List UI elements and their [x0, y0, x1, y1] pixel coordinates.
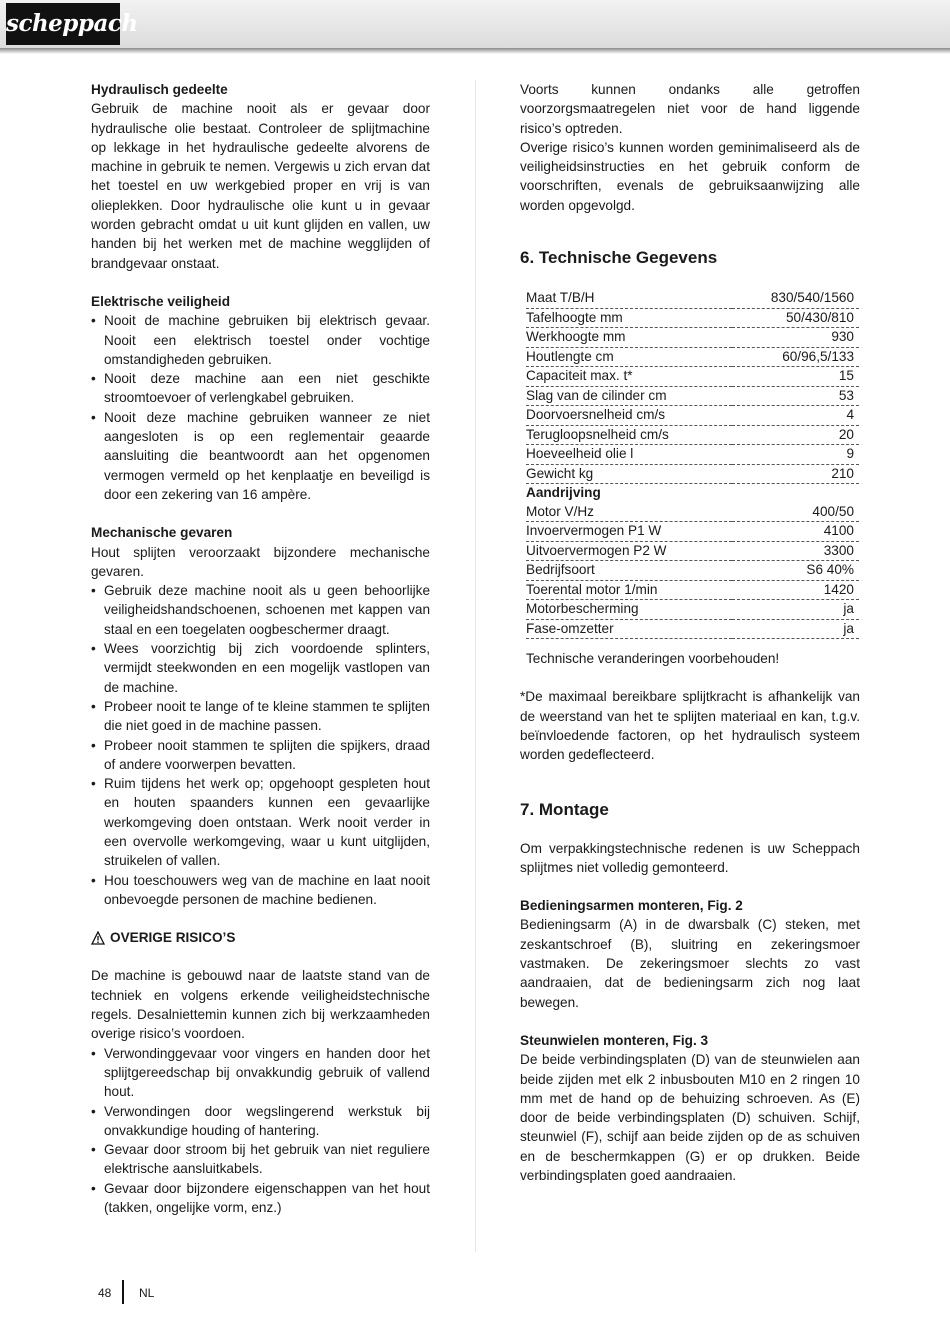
table-row: [526, 367, 859, 387]
list-item: • Wees voorzichtig bij zich voordoende splinters, vermijdt steekwonden en een mogelijk vastlopen van de machine.: [91, 639, 430, 697]
risks-continued: Voorts kunnen ondanks alle getroffen voorzorgsmaatregelen niet voor de hand liggende risico’s optreden.: [520, 82, 860, 136]
list-item: • Gevaar door stroom bij het gebruik van niet reguliere elektrische aansluitkabels.: [91, 1140, 430, 1179]
list-item: • Gebruik deze machine nooit als u geen behoorlijke veiligheidshandschoenen, schoenen met kappen van staal en een toegelaten oogbeschermer draagt.: [91, 581, 430, 639]
spec-label: Gewicht kg: [526, 464, 732, 484]
spec-label: Capaciteit max. t*: [526, 367, 732, 387]
spec-table: [526, 289, 859, 639]
list-item: • Ruim tijdens het werk op; opgehoopt gespleten hout en houten spaanders kunnen een gevaarlijke werkomgeving doen ontstaan. Werk nooit verder in een overvolle werkomgeving, waar u kunt uitglijden, struikelen of vallen.: [91, 774, 430, 870]
table-row: [526, 580, 859, 600]
spec-label: Werkhoogte mm: [526, 328, 732, 348]
drive-heading: Aandrijving: [526, 485, 601, 501]
table-row: [526, 425, 859, 445]
list-item: • Nooit deze machine gebruiken wanneer ze niet aangesloten is op een reglementair geaarde aansluiting die beantwoordt aan het opgenomen vermogen vermeld op het kenplaatje en beveiligd is door een zekering van 16 ampère.: [91, 408, 430, 504]
spec-value: 4: [732, 406, 859, 426]
spec-value: 830/540/1560: [732, 289, 859, 308]
table-row: [526, 406, 859, 426]
wheels-text: De beide verbindingsplaten (D) van de steunwielen aan beide zijden met elk 2 inbusbouten M10 en 2 ringen 10 mm met de hand op de behuizing schroeven. As (E) door de beide verbindingsplaten (D) schuiven. Schijf, steunwiel (F), schijf aan beide zijden op de as schuiven en de beschermkappen (G) er op drukken. Beide verbindingsplaten goed aandraaien.: [520, 1052, 860, 1184]
hydraulic-heading: Hydraulisch gedeelte: [91, 82, 228, 97]
spec-value: 15: [732, 367, 859, 387]
brand-logo: scheppach: [6, 3, 120, 45]
spec-value: 20: [732, 425, 859, 445]
spec-label: Houtlengte cm: [526, 347, 732, 367]
arms-text: Bedieningsarm (A) in de dwarsbalk (C) steken, met zeskantschroef (B), sluitring en zekeringsmoer vastmaken. De zekeringsmoer slechts zo vast aandraaien, dat de bedieningsarm zich nog laat bewegen.: [520, 917, 860, 1010]
spec-value: 930: [732, 328, 859, 348]
spec-label: Motorbescherming: [526, 600, 732, 620]
table-row: [526, 561, 859, 581]
electric-heading: Elektrische veiligheid: [91, 293, 231, 309]
list-item: • Probeer nooit te lange of te kleine stammen te splijten die niet goed in de machine passen.: [91, 697, 430, 736]
risks-title: OVERIGE RISICO’S: [110, 930, 236, 946]
spec-value: 210: [732, 464, 859, 484]
spec-value: 50/430/810: [732, 308, 859, 328]
header-shadow: [0, 48, 950, 54]
table-row: [526, 445, 859, 465]
spec-value: ja: [732, 600, 859, 620]
table-row: [526, 503, 859, 522]
footnote: *De maximaal bereikbare splijtkracht is afhankelijk van de weerstand van het te splijten materiaal en kan, t.g.v. beïnvloedende factoren, op het hydraulisch systeem worden gedeflecteerd.: [520, 689, 860, 763]
table-row: [526, 328, 859, 348]
page-number: 48: [98, 1286, 112, 1300]
hydraulic-text: Gebruik de machine nooit als er gevaar door hydraulische olie bestaat. Controleer de splijtmachine op lekkage in het hydraulische gedeelte alvorens de machine in gebruik te nemen. Vergewis u zich ervan dat het toestel en uw werkgebied proper en vrij is van olieplekken. Door hydraulische olie kunt u in gevaar worden gebracht omdat u uit kunt glijden en vallen, uw handen bij het werken met de machine wegglijden of brandgevaar onstaat.: [91, 101, 430, 271]
mechanical-intro: Hout splijten veroorzaakt bijzondere mechanische gevaren.: [91, 544, 430, 579]
table-row: [526, 308, 859, 328]
spec-value: S6 40%: [732, 561, 859, 581]
left-column: [91, 80, 430, 1217]
arms-heading: Bedieningsarmen monteren, Fig. 2: [520, 898, 743, 914]
spec-label: Fase-omzetter: [526, 619, 732, 639]
list-item: • Verwondingen door wegslingerend werkstuk bij onvakkundige houding of hantering.: [91, 1102, 430, 1141]
wheels-heading: Steunwielen monteren, Fig. 3: [520, 1032, 709, 1048]
table-row: [526, 464, 859, 484]
list-item: • Nooit de machine gebruiken bij elektrisch gevaar. Nooit een elektrisch toestel onder vochtige omstandigheden gebruiken.: [91, 311, 430, 369]
spec-value: 9: [732, 445, 859, 465]
mount-intro: Om verpakkingstechnische redenen is uw Scheppach splijtmes niet volledig gemonteerd.: [520, 840, 860, 875]
table-row: [526, 541, 859, 561]
spec-value: 400/50: [732, 503, 859, 522]
spec-value: 4100: [732, 522, 859, 542]
spec-label: Bedrijfsoort: [526, 561, 732, 581]
table-row: [526, 522, 859, 542]
table-row: [526, 386, 859, 406]
spec-label: Doorvoersnelheid cm/s: [526, 406, 732, 426]
spec-label: Maat T/B/H: [526, 289, 732, 308]
risks-heading: [91, 928, 430, 947]
risks-list: [91, 1044, 430, 1218]
table-row: [526, 347, 859, 367]
spec-label: Terugloopsnelheid cm/s: [526, 425, 732, 445]
risks-minimize: Overige risico’s kunnen worden geminimaliseerd als de veiligheidsinstructies en het gebruik conform de voorschriften, evenals de gebruiksaanwijzing alle worden opgevolgd.: [520, 139, 860, 213]
spec-label: Motor V/Hz: [526, 503, 732, 522]
table-row: [526, 600, 859, 620]
list-item: • Nooit deze machine aan een niet geschikte stroomtoevoer of verlengkabel gebruiken.: [91, 369, 430, 408]
mechanical-list: [91, 581, 430, 909]
spec-label: Invoervermogen P1 W: [526, 522, 732, 542]
tech-note: Technische veranderingen voorbehouden!: [526, 651, 780, 667]
language-code: NL: [139, 1286, 155, 1300]
mount-heading: 7. Montage: [520, 799, 609, 819]
tech-heading: 6. Technische Gegevens: [520, 248, 718, 268]
right-column: [520, 80, 860, 1185]
table-row: [526, 619, 859, 639]
spec-value: 60/96,5/133: [732, 347, 859, 367]
list-item: • Probeer nooit stammen te splijten die spijkers, draad of andere voorwerpen bevatten.: [91, 736, 430, 775]
list-item: • Verwondinggevaar voor vingers en handen door het splijtgereedschap bij onvakkundig gebruik of vallend hout.: [91, 1044, 430, 1102]
spec-label: Slag van de cilinder cm: [526, 386, 732, 406]
spec-label: Hoeveelheid olie l: [526, 445, 732, 465]
table-row: [526, 289, 859, 308]
mechanical-heading: Mechanische gevaren: [91, 525, 233, 541]
column-divider: [475, 80, 476, 1252]
table-group-row: [526, 484, 859, 503]
electric-list: [91, 311, 430, 504]
spec-label: Tafelhoogte mm: [526, 308, 732, 328]
list-item: • Hou toeschouwers weg van de machine en laat nooit onbevoegde personen de machine bedienen.: [91, 871, 430, 910]
page-header: [0, 0, 950, 48]
footer-divider: [122, 1280, 124, 1304]
spec-value: 3300: [732, 541, 859, 561]
spec-value: ja: [732, 619, 859, 639]
list-item: • Gevaar door bijzondere eigenschappen van het hout (takken, ongelijke vorm, enz.): [91, 1179, 430, 1218]
spec-value: 53: [732, 386, 859, 406]
spec-label: Uitvoervermogen P2 W: [526, 541, 732, 561]
warning-icon: [91, 931, 105, 945]
risks-intro: De machine is gebouwd naar de laatste stand van de techniek en volgens erkende veiligheidstechnische regels. Desalniettemin kunnen zich bij werkzaamheden overige risico’s voordoen.: [91, 968, 430, 1042]
spec-label: Toerental motor 1/min: [526, 580, 732, 600]
spec-value: 1420: [732, 580, 859, 600]
